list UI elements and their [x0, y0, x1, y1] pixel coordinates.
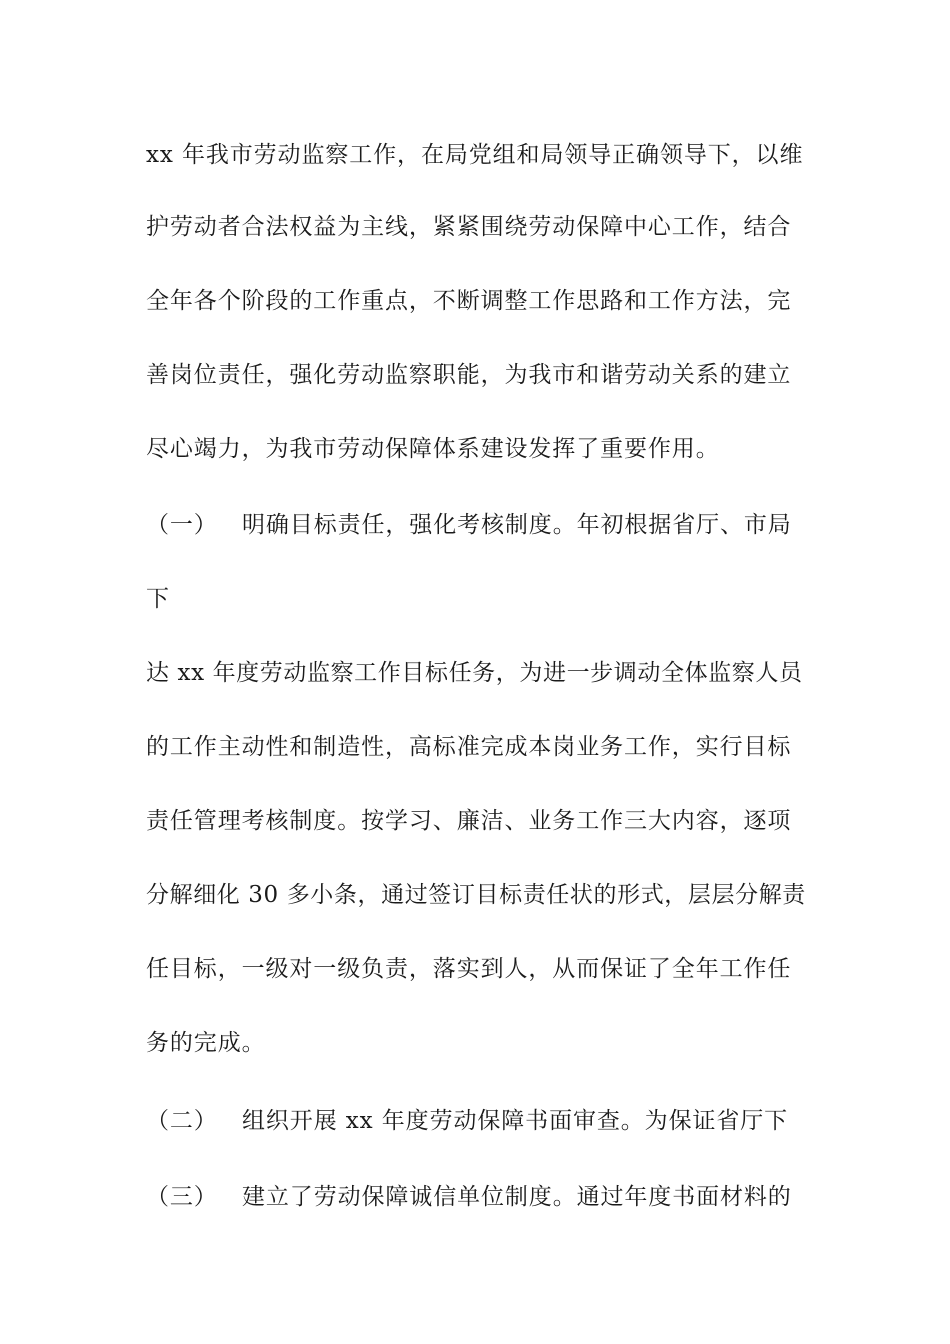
section-3-heading [146, 1182, 806, 1212]
section-1-heading [146, 510, 806, 540]
paragraph-1-line-2: 护劳动者合法权益为主线，紧紧围绕劳动保障中心工作，结合 [146, 214, 792, 240]
section-1-line-6: 务的完成。 [146, 1030, 266, 1056]
paragraph-1-line-4: 善岗位责任，强化劳动监察职能，为我市和谐劳动关系的建立 [146, 362, 792, 388]
section-1-line-1: 达 xx 年度劳动监察工作目标任务，为进一步调动全体监察人员 [146, 660, 803, 686]
section-3-number: （三） [146, 1184, 218, 1210]
paragraph-1-line-5: 尽心竭力，为我市劳动保障体系建设发挥了重要作用。 [146, 436, 720, 462]
section-1-line-2: 的工作主动性和制造性，高标准完成本岗业务工作，实行目标 [146, 734, 792, 760]
section-1-line-3: 责任管理考核制度。按学习、廉洁、业务工作三大内容，逐项 [146, 808, 792, 834]
section-1-heading-text: 明确目标责任，强化考核制度。年初根据省厅、市局 [242, 512, 792, 538]
section-2-heading-text: 组织开展 xx 年度劳动保障书面审查。为保证省厅下 [242, 1108, 789, 1134]
section-3-heading-text: 建立了劳动保障诚信单位制度。通过年度书面材料的 [242, 1184, 792, 1210]
paragraph-1-line-1: xx 年我市劳动监察工作，在局党组和局领导正确领导下，以维 [146, 142, 804, 168]
section-2-heading [146, 1106, 806, 1136]
section-1-wrap-line: 下 [146, 586, 170, 612]
section-2-number: （二） [146, 1108, 218, 1134]
section-1-number: （一） [146, 512, 218, 538]
paragraph-1-line-3: 全年各个阶段的工作重点，不断调整工作思路和工作方法，完 [146, 288, 792, 314]
section-1-line-5: 任目标，一级对一级负责，落实到人，从而保证了全年工作任 [146, 956, 792, 982]
section-1-line-4: 分解细化 30 多小条，通过签订目标责任状的形式，层层分解责 [146, 882, 806, 908]
